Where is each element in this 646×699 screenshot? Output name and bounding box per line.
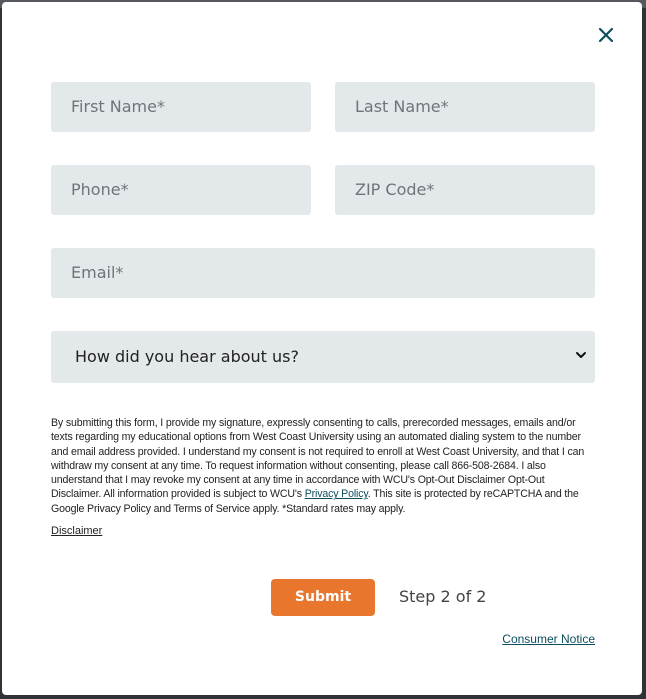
consumer-notice-link[interactable]: Consumer Notice [502,632,595,646]
first-name-field[interactable]: First Name* [51,82,311,132]
email-field[interactable]: Email* [51,248,595,298]
phone-field[interactable]: Phone* [51,165,311,215]
privacy-policy-link[interactable]: Privacy Policy [304,488,368,501]
disclaimer-link[interactable]: Disclaimer [51,525,103,537]
consent-text [51,416,597,516]
zip-code-field[interactable]: ZIP Code* [335,165,595,215]
chevron-down-icon [575,349,587,361]
last-name-field[interactable]: Last Name* [335,82,595,132]
close-button[interactable] [595,24,617,46]
referral-source-select[interactable] [51,331,595,383]
submit-button[interactable]: Submit [271,579,375,616]
lead-form-modal [2,2,642,695]
referral-source-selected: How did you hear about us? [75,347,299,366]
consent-body: By submitting this form, I provide my signature, expressly consenting to calls, prerecorded messages, emails and/or texts regarding my educational options from West Coast University using an automated dialing system to the number and email address provided. I understand my consent is not required to enroll at West Coast University, and that I can withdraw my consent at any time. To request information without consenting, please call 866-508-2684. I also understand that I may revoke my consent at any time in accordance with WCU's Opt-Out Disclaimer Opt-Out Disclaimer. All information provided is subject to WCU's [51,417,585,501]
step-indicator: Step 2 of 2 [399,587,487,606]
close-icon [595,24,617,46]
consent-tail: . This site is protected by reCAPTCHA and the Google Privacy Policy and Terms of Service apply. *Standard rates may apply. [51,488,579,515]
